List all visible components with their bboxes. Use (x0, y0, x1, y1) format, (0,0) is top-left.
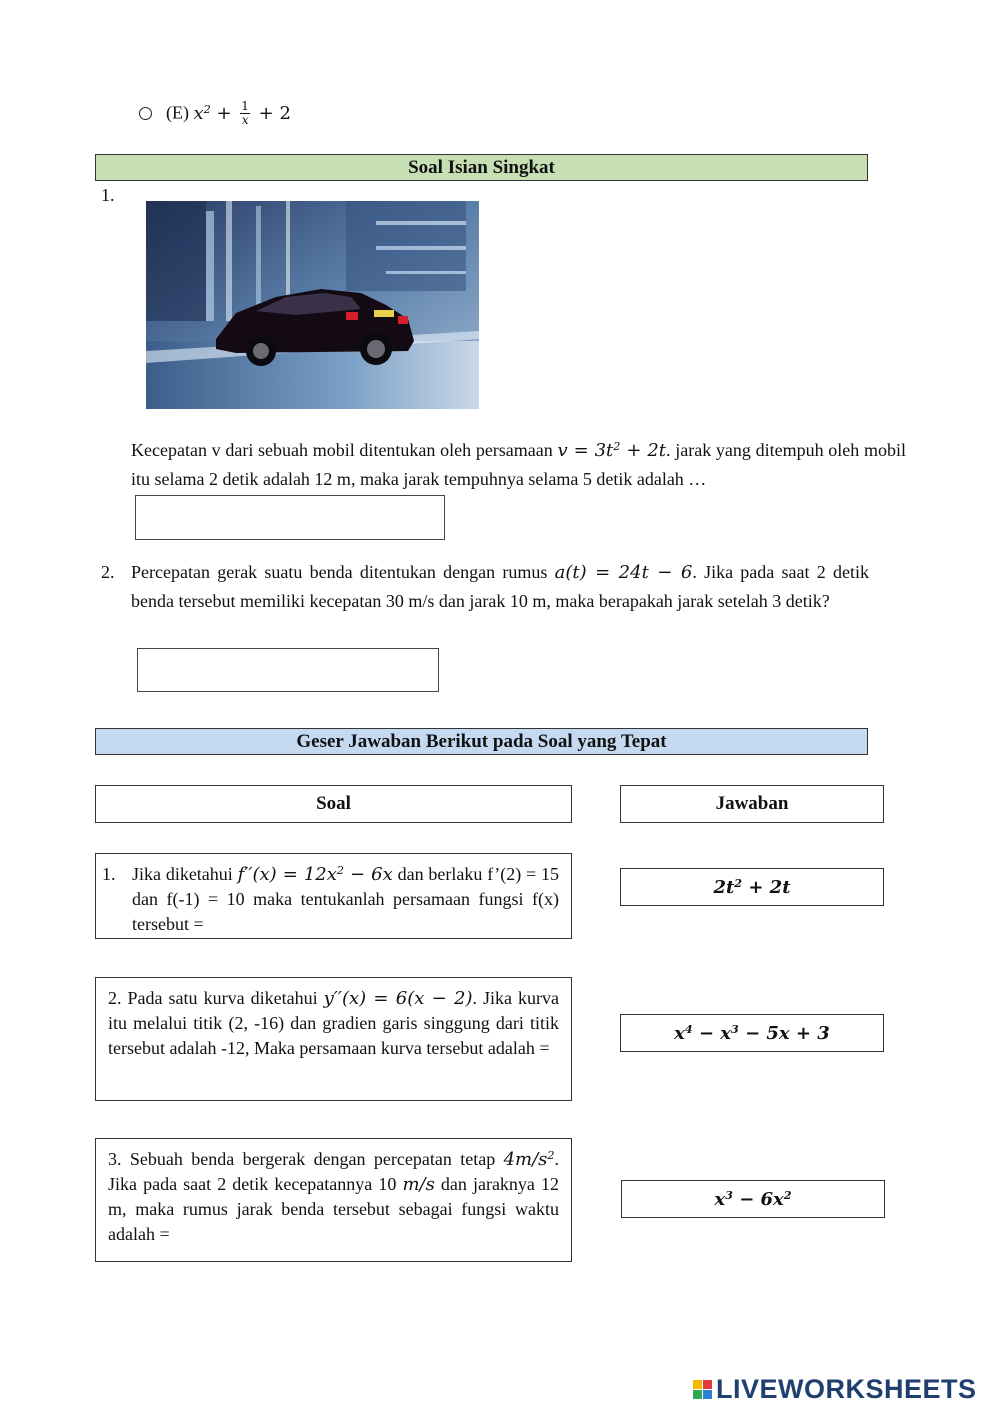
q2-text-before: Percepatan gerak suatu benda ditentukan dengan rumus (131, 562, 548, 582)
match-question-3-formula-accel: $4m/s^2$ (503, 1148, 555, 1170)
match-question-1-number: 1. (102, 864, 116, 884)
option-e-label: (E) (166, 102, 189, 123)
q2-text (131, 558, 869, 615)
jawaban-column-label: Jawaban (715, 793, 789, 814)
option-e[interactable] (166, 100, 291, 127)
jawaban-column-header (620, 785, 884, 823)
answer-card-2-formula: $x^4 - x^3 - 5x + 3$ (674, 1022, 830, 1044)
q1-answer-input[interactable] (135, 495, 445, 540)
match-question-2[interactable] (95, 977, 572, 1101)
q1-text (131, 436, 906, 493)
q1-formula: $v = 3t^2 + 2t$ (557, 439, 667, 461)
car-photo (146, 201, 479, 409)
match-question-3-prefix: 3. Sebuah benda bergerak dengan percepatan tetap (108, 1149, 496, 1169)
option-e-radio[interactable] (139, 107, 152, 120)
match-question-1-formula: $f''(x) = 12x^2 - 6x$ (237, 863, 393, 885)
liveworksheets-mark-icon (693, 1380, 712, 1399)
match-question-1[interactable] (95, 853, 572, 939)
section-matching-header (95, 728, 868, 755)
match-question-2-formula: y′′(x) = 6(x − 2) (323, 988, 473, 1009)
answer-card-3[interactable] (621, 1180, 885, 1218)
match-question-3-formula-velocity: m/s (402, 1174, 435, 1195)
soal-column-label: Soal (316, 793, 351, 814)
q2-text-after: . Jika pada saat 2 detik benda tersebut memiliki kecepatan 30 m/s dan jarak 10 m, maka berapakah jarak setelah 3 detik? (131, 562, 870, 611)
answer-card-1-formula: $2t^2 + 2t$ (713, 876, 791, 898)
option-e-formula: $x^2$ + $\frac{1}{x}$ + 2 (193, 99, 291, 127)
answer-card-2[interactable] (620, 1014, 884, 1052)
q2-formula: a(t) = 24t − 6 (554, 562, 693, 583)
q2-number: 2. (101, 562, 115, 582)
match-question-2-prefix: 2. Pada satu kurva diketahui (108, 988, 318, 1008)
match-question-1-prefix: Jika diketahui (132, 864, 233, 884)
answer-card-1[interactable] (620, 868, 884, 906)
match-question-2-suffix: . Jika kurva itu melalui titik (2, -16) dan gradien garis singgung dari titik tersebut adalah -12, Maka persamaan kurva tersebut adalah = (108, 988, 560, 1058)
liveworksheets-logo[interactable] (693, 1374, 977, 1405)
section-matching-title: Geser Jawaban Berikut pada Soal yang Tepat (296, 731, 667, 752)
match-question-3-middle: . Jika pada saat 2 detik kecepatannya 10 (108, 1149, 560, 1194)
q1-text-before: Kecepatan v dari sebuah mobil ditentukan oleh persamaan (131, 440, 553, 460)
match-question-3-suffix: dan jaraknya 12 m, maka rumus jarak benda tersebut sebagai fungsi waktu adalah = (108, 1174, 559, 1244)
answer-card-3-formula: $x^3 - 6x^2$ (714, 1188, 792, 1210)
q1-text-after: . jarak yang ditempuh oleh mobil itu selama 2 detik adalah 12 m, maka jarak tempuhnya selama 5 detik adalah … (131, 440, 906, 489)
q1-number: 1. (101, 185, 115, 205)
q2-answer-input[interactable] (137, 648, 439, 692)
liveworksheets-brand: LIVEWORKSHEETS (716, 1374, 977, 1404)
soal-column-header (95, 785, 572, 823)
section-short-answer-header (95, 154, 868, 181)
match-question-1-suffix: dan berlaku f’(2) = 15 dan f(-1) = 10 maka tentukanlah persamaan fungsi f(x) tersebut = (132, 864, 559, 934)
match-question-3[interactable] (95, 1138, 572, 1262)
section-short-answer-title: Soal Isian Singkat (408, 157, 555, 178)
